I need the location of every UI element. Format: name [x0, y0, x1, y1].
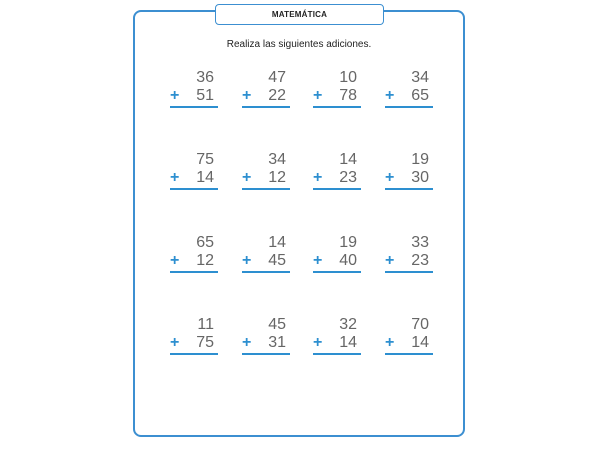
plus-sign: + — [313, 169, 323, 186]
plus-sign: + — [242, 87, 252, 104]
answer-line — [385, 353, 433, 355]
instruction-text: Realiza las siguientes adiciones. — [226, 39, 372, 50]
addend-bottom: 30 — [411, 169, 429, 186]
answer-line — [313, 188, 361, 190]
plus-sign: + — [170, 252, 180, 269]
addend-bottom: 14 — [196, 169, 214, 186]
addition-problem — [313, 234, 361, 276]
addend-top: 10 — [339, 69, 357, 86]
addition-problem — [242, 234, 290, 276]
addend-bottom: 23 — [411, 252, 429, 269]
answer-line — [313, 106, 361, 108]
answer-line — [170, 271, 218, 273]
addend-bottom: 65 — [411, 87, 429, 104]
addition-problem — [385, 234, 433, 276]
addend-top: 45 — [268, 316, 286, 333]
addend-top: 65 — [196, 234, 214, 251]
answer-line — [242, 188, 290, 190]
addend-top: 32 — [339, 316, 357, 333]
answer-line — [242, 353, 290, 355]
plus-sign: + — [170, 334, 180, 351]
addend-top: 14 — [268, 234, 286, 251]
addend-top: 19 — [339, 234, 357, 251]
answer-line — [170, 106, 218, 108]
addend-top: 36 — [196, 69, 214, 86]
addend-top: 14 — [339, 151, 357, 168]
plus-sign: + — [313, 334, 323, 351]
addend-bottom: 78 — [339, 87, 357, 104]
addition-problem — [170, 234, 218, 276]
answer-line — [242, 106, 290, 108]
addend-bottom: 51 — [196, 87, 214, 104]
addend-bottom: 45 — [268, 252, 286, 269]
addend-bottom: 12 — [196, 252, 214, 269]
addend-top: 34 — [411, 69, 429, 86]
addition-problem — [385, 151, 433, 193]
addition-problem — [313, 69, 361, 111]
plus-sign: + — [385, 252, 395, 269]
plus-sign: + — [170, 169, 180, 186]
plus-sign: + — [170, 87, 180, 104]
answer-line — [385, 271, 433, 273]
addition-problem — [385, 69, 433, 111]
addition-problem — [313, 151, 361, 193]
addition-problem — [170, 69, 218, 111]
answer-line — [385, 106, 433, 108]
plus-sign: + — [313, 87, 323, 104]
plus-sign: + — [242, 252, 252, 269]
addend-top: 33 — [411, 234, 429, 251]
addition-problem — [170, 316, 218, 358]
addend-bottom: 31 — [268, 334, 286, 351]
addition-problem — [313, 316, 361, 358]
plus-sign: + — [385, 87, 395, 104]
addition-problem — [170, 151, 218, 193]
addend-bottom: 75 — [196, 334, 214, 351]
plus-sign: + — [242, 169, 252, 186]
addition-problem — [242, 69, 290, 111]
addend-bottom: 40 — [339, 252, 357, 269]
answer-line — [170, 188, 218, 190]
plus-sign: + — [313, 252, 323, 269]
addition-problem — [242, 151, 290, 193]
addend-bottom: 14 — [411, 334, 429, 351]
answer-line — [385, 188, 433, 190]
addend-top: 47 — [268, 69, 286, 86]
addend-top: 75 — [196, 151, 214, 168]
plus-sign: + — [385, 334, 395, 351]
addend-top: 34 — [268, 151, 286, 168]
answer-line — [313, 271, 361, 273]
addend-top: 70 — [411, 316, 429, 333]
answer-line — [170, 353, 218, 355]
addition-problem — [385, 316, 433, 358]
addend-bottom: 22 — [268, 87, 286, 104]
addend-top: 19 — [411, 151, 429, 168]
addend-bottom: 23 — [339, 169, 357, 186]
addition-problem — [242, 316, 290, 358]
answer-line — [313, 353, 361, 355]
answer-line — [242, 271, 290, 273]
addend-bottom: 14 — [339, 334, 357, 351]
addend-top: 11 — [197, 316, 214, 333]
plus-sign: + — [242, 334, 252, 351]
worksheet-title: MATEMÁTICA — [215, 4, 384, 25]
plus-sign: + — [385, 169, 395, 186]
addend-bottom: 12 — [268, 169, 286, 186]
